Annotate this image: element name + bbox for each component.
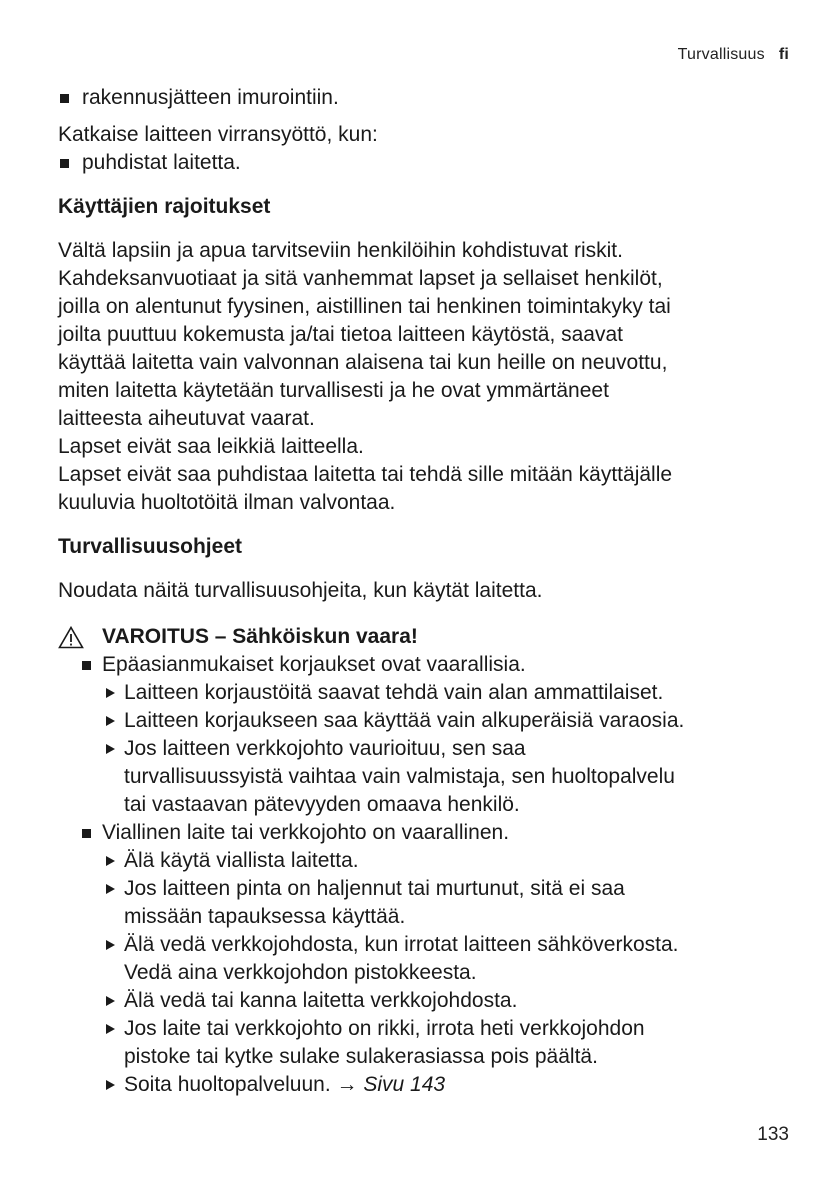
step-text: [124, 1071, 798, 1099]
step-text: pistoke tai kytke sulake sulakerasiassa pois päältä.: [124, 1045, 598, 1068]
step-item: [58, 735, 798, 819]
list-item: [58, 819, 798, 847]
triangle-bullet-icon: [106, 1080, 115, 1090]
list-item-text: Epäasianmukaiset korjaukset ovat vaarallisia.: [102, 653, 526, 676]
triangle-bullet-icon: [106, 884, 115, 894]
text-line: Lapset eivät saa puhdistaa laitetta tai tehdä sille mitään käyttäjälle: [58, 463, 673, 486]
triangle-bullet-icon: [106, 856, 115, 866]
triangle-bullet-icon: [106, 688, 115, 698]
text-line: laitteesta aiheutuvat vaarat.: [58, 407, 315, 430]
text-line: kuuluvia huoltotöitä ilman valvontaa.: [58, 491, 396, 514]
text-line: joilla on alentunut fyysinen, aistillinen tai henkinen toimintakyky tai: [58, 295, 671, 318]
step-text: missään tapauksessa käyttää.: [124, 905, 406, 928]
warning-heading: [58, 623, 798, 651]
triangle-bullet-icon: [106, 716, 115, 726]
section-heading-safety-instructions: Turvallisuusohjeet: [58, 535, 242, 558]
page-number: 133: [757, 1124, 789, 1145]
step-text: Älä vedä verkkojohdosta, kun irrotat laitteen sähköverkosta.: [124, 933, 679, 956]
triangle-bullet-icon: [106, 940, 115, 950]
page-content: [58, 84, 798, 1099]
list-item: [58, 149, 798, 177]
triangle-bullet-icon: [106, 996, 115, 1006]
text-line: miten laitetta käytetään turvallisesti ja he ovat ymmärtäneet: [58, 379, 609, 402]
step-item: [58, 931, 798, 987]
text-line: Vältä lapsiin ja apua tarvitseviin henkilöihin kohdistuvat riskit.: [58, 239, 623, 262]
square-bullet-icon: [60, 94, 69, 103]
step-text: Älä käytä viallista laitetta.: [124, 849, 359, 872]
step-text: Älä vedä tai kanna laitetta verkkojohdosta.: [124, 989, 518, 1012]
section-heading-restrictions: Käyttäjien rajoitukset: [58, 195, 271, 218]
page-reference-link[interactable]: Sivu 143: [363, 1073, 446, 1096]
triangle-bullet-icon: [106, 744, 115, 754]
list-item-text: puhdistat laitetta.: [82, 151, 241, 174]
step-text: Laitteen korjaukseen saa käyttää vain alkuperäisiä varaosia.: [124, 709, 685, 732]
step-item: [58, 987, 798, 1015]
list-item: [58, 651, 798, 679]
text-line: käyttää laitetta vain valvonnan alaisena tai kun heille on neuvottu,: [58, 351, 668, 374]
step-text: Jos laite tai verkkojohto on rikki, irrota heti verkkojohdon: [124, 1017, 645, 1040]
arrow-right-icon: →: [336, 1073, 358, 1096]
step-text: turvallisuussyistä vaihtaa vain valmistaja, sen huoltopalvelu: [124, 765, 675, 788]
triangle-bullet-icon: [106, 1024, 115, 1034]
step-text-content: Soita huoltopalveluun.: [124, 1073, 331, 1096]
square-bullet-icon: [82, 829, 91, 838]
warning-triangle-icon: [58, 626, 84, 649]
step-item: [58, 1015, 798, 1071]
step-item: [58, 847, 798, 875]
list-item: [58, 84, 798, 112]
step-text: Jos laitteen verkkojohto vaurioituu, sen saa: [124, 737, 526, 760]
step-text: tai vastaavan pätevyyden omaava henkilö.: [124, 793, 520, 816]
step-item: [58, 707, 798, 735]
header-language-code: fi: [778, 46, 789, 63]
step-item: [58, 875, 798, 931]
list-item-text: Viallinen laite tai verkkojohto on vaarallinen.: [102, 821, 510, 844]
step-text: Laitteen korjaustöitä saavat tehdä vain alan ammattilaiset.: [124, 681, 664, 704]
text-line: Lapset eivät saa leikkiä laitteella.: [58, 435, 364, 458]
text-line: joilta puuttuu kokemusta ja/tai tietoa laitteen käytöstä, saavat: [58, 323, 624, 346]
page-header: [678, 46, 789, 64]
step-item: [58, 1071, 798, 1099]
square-bullet-icon: [82, 661, 91, 670]
list-item-text: rakennusjätteen imurointiin.: [82, 86, 339, 109]
warning-title: VAROITUS – Sähköiskun vaara!: [102, 625, 418, 648]
square-bullet-icon: [60, 159, 69, 168]
header-section-title: Turvallisuus: [677, 46, 765, 63]
step-text: Jos laitteen pinta on haljennut tai murtunut, sitä ei saa: [124, 877, 625, 900]
step-item: [58, 679, 798, 707]
step-text: Vedä aina verkkojohdon pistokkeesta.: [124, 961, 477, 984]
instructions-paragraph: Noudata näitä turvallisuusohjeita, kun käytät laitetta.: [58, 579, 543, 602]
text-line: Kahdeksanvuotiaat ja sitä vanhemmat lapset ja sellaiset henkilöt,: [58, 267, 663, 290]
restrictions-paragraph: [58, 237, 798, 517]
intro-paragraph: Katkaise laitteen virransyöttö, kun:: [58, 123, 378, 146]
